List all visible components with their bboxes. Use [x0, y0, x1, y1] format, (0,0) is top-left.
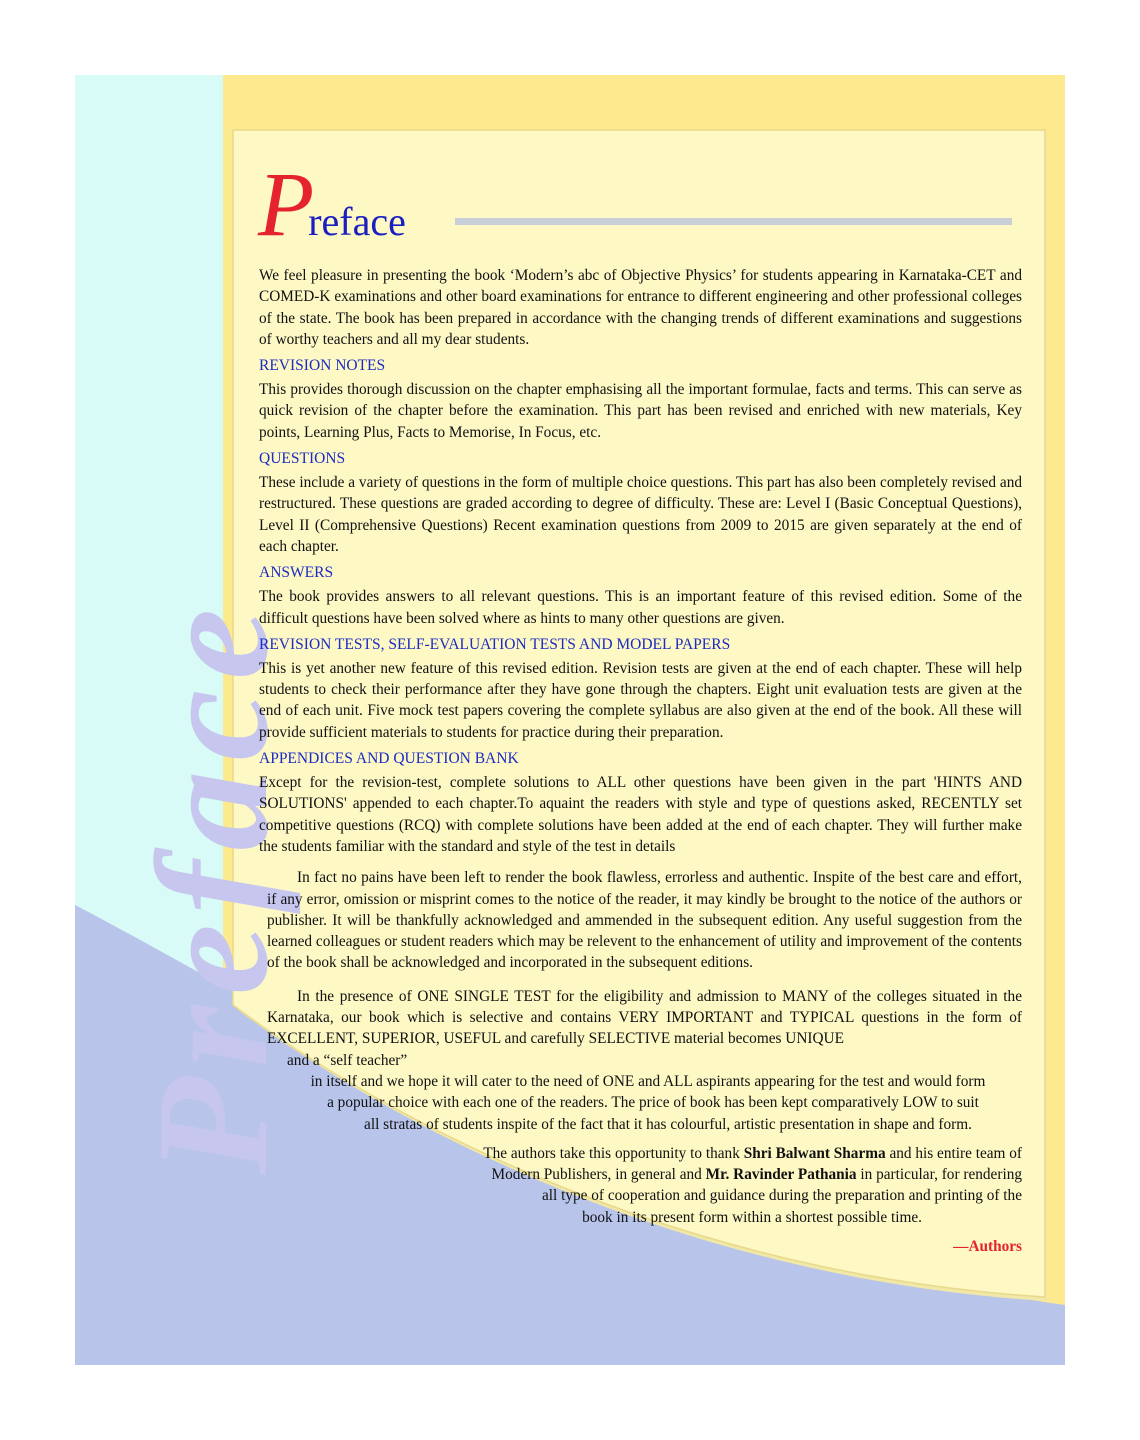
thanks-line	[259, 1164, 1022, 1185]
thanks-line	[259, 1143, 1022, 1164]
title-rule	[455, 218, 1012, 225]
section-text: The book provides answers to all relevant questions. This is an important feature of this revised edition. Some of the difficult questions have been solved where as hints to many other questions are given.	[259, 588, 1022, 627]
thanks-text: and his entire team of	[885, 1144, 1022, 1162]
thanks-text: The authors take this opportunity to thank	[483, 1144, 744, 1162]
preface-body	[259, 265, 1022, 1257]
person-name: Mr. Ravinder Pathania	[705, 1166, 857, 1184]
single-test-line: all stratas of students inspite of the fact that it has colourful, artistic presentation in shape and form.	[364, 1115, 972, 1133]
single-test-line: in itself and we hope it will cater to the need of ONE and ALL aspirants appearing for the test and would form	[310, 1072, 986, 1090]
page-title	[258, 153, 406, 255]
section-text: Except for the revision-test, complete solutions to ALL other questions have been given in the part 'HINTS AND SOLUTIONS' appended to each chapter.To aquaint the readers with style and type of questions asked, RECENTLY set competitive questions (RCQ) with complete solutions have been added at the end of each chapter. They will further make the students familiar with the standard and style of the test in details	[259, 774, 1022, 855]
person-name: Shri Balwant Sharma	[743, 1144, 886, 1162]
signature: —Authors	[953, 1237, 1022, 1255]
section-heading: APPENDICES AND QUESTION BANK	[259, 750, 519, 768]
section-heading: QUESTIONS	[259, 450, 346, 468]
section-text: This provides thorough discussion on the chapter emphasising all the important formulae, facts and terms. This can serve as quick revision of the chapter before the examination. This part has been revised and enriched with new materials, Key points, Learning Plus, Facts to Memorise, In Focus, etc.	[259, 381, 1022, 441]
vertical-title: Preface	[123, 598, 301, 1175]
section-heading: ANSWERS	[259, 564, 334, 582]
section-heading: REVISION NOTES	[259, 357, 386, 375]
thanks-line: all type of cooperation and guidance during the preparation and printing of the	[542, 1187, 1022, 1205]
title-rest: reface	[308, 199, 406, 244]
errors-paragraph: In fact no pains have been left to render the book flawless, errorless and authentic. Inspite of the best care and effort, if any error, omission or misprint comes to the notice of the reader, it may kindly be brought to the notice of the authors or publisher. It will be thankfully acknowledged and ammended in the subsequent edition. Any useful suggestion from the learned colleagues or student readers which may be relevent to the enhancement of utility and improvement of the contents of the book shall be acknowledged and incorporated in the subsequent editions.	[267, 869, 1022, 972]
thanks-line: book in its present form within a shortest possible time.	[582, 1208, 922, 1226]
thanks-text: Modern Publishers, in general and	[491, 1166, 706, 1184]
single-test-line: a popular choice with each one of the readers. The price of book has been kept comparatively LOW to suit	[327, 1094, 979, 1112]
section-text: These include a variety of questions in the form of multiple choice questions. This part has also been completely revised and restructured. These questions are graded according to degree of difficulty. These are: Level I (Basic Conceptual Questions), Level II (Comprehensive Questions) Recent examination questions from 2009 to 2015 are given separately at the end of each chapter.	[259, 474, 1022, 555]
single-test-line: and a “self teacher”	[287, 1051, 408, 1069]
single-test-paragraph: In the presence of ONE SINGLE TEST for the eligibility and admission to MANY of the colleges situated in the Karnataka, our book which is selective and contains VERY IMPORTANT and TYPICAL questions in the form of EXCELLENT, SUPERIOR, USEFUL and carefully SELECTIVE material becomes UNIQUE	[267, 987, 1022, 1048]
intro-paragraph: We feel pleasure in presenting the book ‘Modern’s abc of Objective Physics’ for students appearing in Karnataka-CET and COMED-K examinations and other board examinations for entrance to different engineering and other professional colleges of the state. The book has been prepared in accordance with the changing trends of different examinations and suggestions of worthy teachers and all my dear students.	[259, 267, 1022, 348]
title-initial: P	[258, 153, 315, 255]
thanks-text: in particular, for rendering	[856, 1166, 1022, 1184]
section-heading: REVISION TESTS, SELF-EVALUATION TESTS AND MODEL PAPERS	[259, 635, 731, 653]
section-text: This is yet another new feature of this revised edition. Revision tests are given at the end of each chapter. These will help students to check their performance after they have gone through the chapters. Eight unit evaluation tests are given at the end of each unit. Five mock test papers covering the complete syllabus are also given at the end of the book. All these will provide sufficient materials to students for practice during their preparation.	[259, 659, 1022, 741]
